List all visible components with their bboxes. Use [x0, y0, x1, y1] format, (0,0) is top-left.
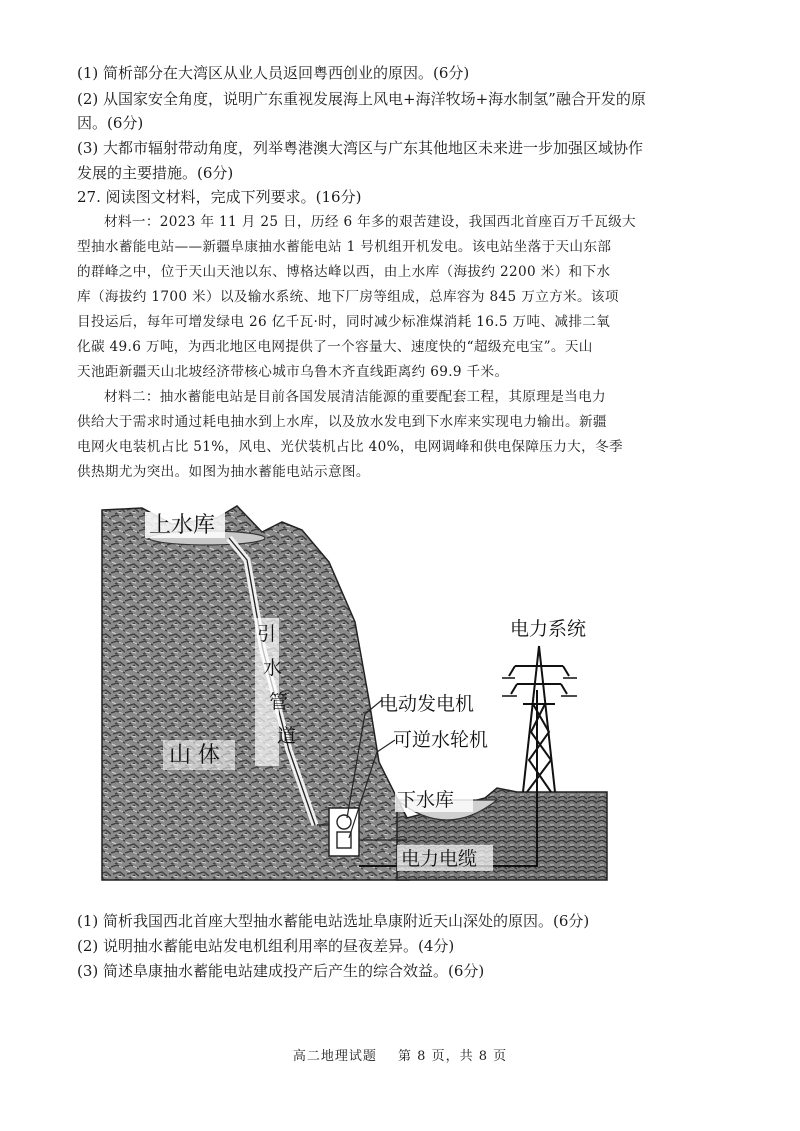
- power-system-label: 电力系统: [510, 618, 587, 640]
- question-26-3: (3) 大都市辐射带动角度，列举粤港澳大湾区与广东其他地区未来进一步加强区域协作: [77, 139, 644, 157]
- footer-page-number: 第 8 页，共 8 页: [398, 1049, 508, 1064]
- material2-line: 电网火电装机占比 51%，风电、光伏装机占比 40%，电网调峰和供电保障压力大，冬季: [77, 439, 623, 455]
- material2-line: 供热期尤为突出。如图为抽水蓄能电站示意图。: [77, 464, 370, 480]
- transmission-tower-icon: [509, 646, 569, 792]
- question-26-1: (1) 简析部分在大湾区从业人员返回粤西创业的原因。(6分): [77, 64, 470, 82]
- pipe-char: 引: [257, 623, 277, 645]
- material1-line: 化碳 49.6 万吨，为西北地区电网提供了一个容量大、速度快的“超级充电宝”。天山: [77, 339, 593, 355]
- material1-line: 库（海拔约 1700 米）以及输水系统、地下厂房等组成，总库容为 845 万立方米。该项: [77, 289, 619, 305]
- generator-unit: [337, 815, 351, 829]
- question-27-1: (1) 简析我国西北首座大型抽水蓄能电站选址阜康附近天山深处的原因。(6分): [77, 912, 590, 930]
- generator-label: 电动发电机: [379, 693, 475, 715]
- pipe-char: 管: [269, 691, 289, 713]
- material1-line: 目投运后，每年可增发绿电 26 亿千瓦·时，同时减少标准煤消耗 16.5 万吨、减排二氧: [77, 314, 611, 330]
- question-27-title: 27. 阅读图文材料，完成下列要求。(16分): [77, 188, 362, 206]
- pipe-char: 水: [263, 657, 283, 679]
- material1-line: 天池距新疆天山北坡经济带核心城市乌鲁木齐直线距离约 69.9 千米。: [77, 364, 509, 380]
- question-26-2: (2) 从国家安全角度，说明广东重视发展海上风电+海洋牧场+海水制氢”融合开发的原: [77, 90, 646, 108]
- cable-label: 电力电缆: [401, 848, 478, 870]
- question-27-2: (2) 说明抽水蓄能电站发电机组利用率的昼夜差异。(4分): [77, 937, 455, 955]
- pipe-char: 道: [277, 725, 297, 747]
- page-footer: [0, 1045, 800, 1064]
- question-27-3: (3) 简述阜康抽水蓄能电站建成投产后产生的综合效益。(6分): [77, 962, 485, 980]
- footer-subject: 高二地理试题: [292, 1049, 377, 1064]
- material1-line: 型抽水蓄能电站——新疆阜康抽水蓄能电站 1 号机组开机发电。该电站坐落于天山东部: [77, 239, 612, 255]
- turbine-label: 可逆水轮机: [393, 729, 489, 751]
- material1-line: 材料一：2023 年 11 月 25 日，历经 6 年多的艰苦建设，我国西北首座百万千瓦级大: [104, 214, 636, 230]
- pumped-storage-diagram: [97, 500, 617, 895]
- material1-line: 的群峰之中，位于天山天池以东、博格达峰以西，由上水库（海拔约 2200 米）和下水: [77, 264, 611, 280]
- upper-reservoir-label: 上水库: [149, 513, 216, 538]
- question-26-2-cont: 因。(6分): [77, 114, 144, 132]
- lower-reservoir-label: 下水库: [397, 789, 455, 811]
- turbine-unit: [337, 832, 351, 848]
- mountain-label: 山 体: [169, 743, 220, 768]
- material2-line: 材料二：抽水蓄能电站是目前各国发展清洁能源的重要配套工程，其原理是当电力: [104, 389, 606, 405]
- question-26-3-cont: 发展的主要措施。(6分): [77, 164, 234, 182]
- material2-line: 供给大于需求时通过耗电抽水到上水库，以及放水发电到下水库来实现电力输出。新疆: [77, 414, 607, 430]
